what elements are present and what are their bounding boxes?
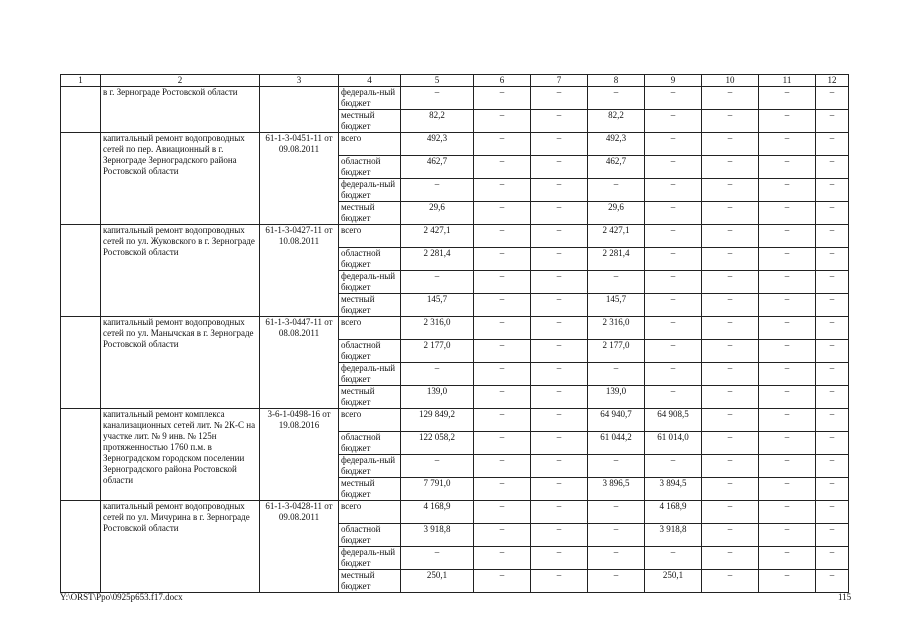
funding-source-cell: областной бюджет	[339, 340, 401, 363]
value-cell: 250,1	[401, 570, 474, 593]
value-cell: –	[816, 501, 849, 524]
value-cell: –	[474, 570, 531, 593]
value-cell: 2 281,4	[401, 248, 474, 271]
value-cell: –	[474, 524, 531, 547]
value-cell: –	[474, 547, 531, 570]
value-cell: –	[474, 87, 531, 110]
value-cell: –	[816, 248, 849, 271]
value-cell: –	[759, 409, 816, 432]
value-cell: 3 918,8	[401, 524, 474, 547]
value-cell: –	[702, 225, 759, 248]
value-cell: 3 918,8	[645, 524, 702, 547]
object-name-cell: в г. Зернограде Ростовской области	[101, 87, 260, 133]
value-cell: –	[401, 87, 474, 110]
value-cell: –	[474, 225, 531, 248]
value-cell: –	[474, 501, 531, 524]
value-cell: –	[531, 524, 588, 547]
value-cell: –	[531, 409, 588, 432]
value-cell: –	[588, 271, 645, 294]
col-header: 5	[401, 75, 474, 87]
funding-source-cell: федераль-ный бюджет	[339, 363, 401, 386]
value-cell: –	[588, 547, 645, 570]
footer-file-path: Y:\ORST\Ppo\0925p653.f17.docx	[60, 592, 183, 602]
col-header: 9	[645, 75, 702, 87]
value-cell: –	[531, 133, 588, 156]
value-cell: –	[816, 294, 849, 317]
value-cell: –	[474, 202, 531, 225]
value-cell: –	[759, 478, 816, 501]
funding-source-cell: всего	[339, 133, 401, 156]
funding-source-cell: местный бюджет	[339, 386, 401, 409]
value-cell: –	[531, 363, 588, 386]
value-cell: –	[816, 133, 849, 156]
value-cell: 7 791,0	[401, 478, 474, 501]
value-cell: –	[474, 156, 531, 179]
value-cell: –	[816, 87, 849, 110]
col-header: 4	[339, 75, 401, 87]
col-header: 3	[260, 75, 339, 87]
value-cell: –	[401, 455, 474, 478]
object-name-cell: капитальный ремонт комплекса канализационных сетей лит. № 2К-С на участке лит. № 9 инв. № 125н протяженностью 1760 п.м. в Зерноградском городском поселении Зерноградского района Ростовской области	[101, 409, 260, 501]
value-cell: –	[816, 570, 849, 593]
value-cell: 4 168,9	[645, 501, 702, 524]
value-cell: –	[759, 455, 816, 478]
funding-source-cell: федераль-ный бюджет	[339, 271, 401, 294]
value-cell: 3 896,5	[588, 478, 645, 501]
row-number-cell	[61, 501, 101, 593]
table-row	[61, 225, 849, 248]
col-header: 1	[61, 75, 101, 87]
value-cell: –	[759, 432, 816, 455]
funding-source-cell: областной бюджет	[339, 248, 401, 271]
value-cell: –	[759, 110, 816, 133]
col-header: 7	[531, 75, 588, 87]
funding-source-cell: федераль-ный бюджет	[339, 547, 401, 570]
value-cell: –	[816, 363, 849, 386]
value-cell: 2 177,0	[588, 340, 645, 363]
value-cell: –	[816, 432, 849, 455]
value-cell: –	[531, 248, 588, 271]
value-cell: –	[759, 340, 816, 363]
value-cell: –	[401, 363, 474, 386]
value-cell: 2 427,1	[401, 225, 474, 248]
value-cell: –	[588, 455, 645, 478]
value-cell: –	[474, 317, 531, 340]
document-code-cell: 61-1-3-0447-11 от 08.08.2011	[260, 317, 339, 409]
table-row	[61, 501, 849, 524]
value-cell: 122 058,2	[401, 432, 474, 455]
funding-source-cell: федераль-ный бюджет	[339, 455, 401, 478]
budget-table	[60, 74, 849, 593]
value-cell: –	[645, 225, 702, 248]
value-cell: 250,1	[645, 570, 702, 593]
value-cell: –	[702, 409, 759, 432]
value-cell: –	[759, 524, 816, 547]
document-code-cell	[260, 87, 339, 133]
value-cell: –	[645, 547, 702, 570]
value-cell: –	[531, 455, 588, 478]
value-cell: –	[588, 501, 645, 524]
value-cell: 2 281,4	[588, 248, 645, 271]
document-code-cell: 3-6-1-0498-16 от 19.08.2016	[260, 409, 339, 501]
funding-source-cell: областной бюджет	[339, 524, 401, 547]
col-header: 10	[702, 75, 759, 87]
value-cell: –	[702, 156, 759, 179]
value-cell: –	[645, 363, 702, 386]
value-cell: 145,7	[588, 294, 645, 317]
value-cell: –	[474, 110, 531, 133]
value-cell: –	[401, 547, 474, 570]
value-cell: 29,6	[588, 202, 645, 225]
funding-source-cell: федераль-ный бюджет	[339, 87, 401, 110]
value-cell: –	[645, 340, 702, 363]
value-cell: –	[531, 501, 588, 524]
value-cell: –	[816, 409, 849, 432]
value-cell: –	[531, 317, 588, 340]
value-cell: 129 849,2	[401, 409, 474, 432]
value-cell: 2 177,0	[401, 340, 474, 363]
col-header: 6	[474, 75, 531, 87]
value-cell: –	[474, 409, 531, 432]
value-cell: –	[588, 570, 645, 593]
value-cell: –	[474, 248, 531, 271]
value-cell: –	[474, 179, 531, 202]
value-cell: –	[702, 363, 759, 386]
value-cell: –	[816, 179, 849, 202]
value-cell: –	[702, 271, 759, 294]
document-code-cell: 61-1-3-0428-11 от 09.08.2011	[260, 501, 339, 593]
row-number-cell	[61, 87, 101, 133]
value-cell: –	[531, 547, 588, 570]
row-number-cell	[61, 317, 101, 409]
value-cell: –	[531, 110, 588, 133]
value-cell: –	[759, 179, 816, 202]
value-cell: –	[702, 386, 759, 409]
page-number: 115	[838, 592, 852, 602]
value-cell: –	[816, 524, 849, 547]
value-cell: –	[531, 478, 588, 501]
value-cell: –	[474, 478, 531, 501]
funding-source-cell: областной бюджет	[339, 156, 401, 179]
value-cell: –	[816, 202, 849, 225]
funding-source-cell: всего	[339, 225, 401, 248]
value-cell: 2 316,0	[588, 317, 645, 340]
value-cell: 61 044,2	[588, 432, 645, 455]
value-cell: –	[588, 524, 645, 547]
row-number-cell	[61, 225, 101, 317]
value-cell: –	[702, 248, 759, 271]
value-cell: –	[816, 110, 849, 133]
value-cell: –	[759, 317, 816, 340]
value-cell: –	[702, 340, 759, 363]
value-cell: –	[474, 271, 531, 294]
value-cell: –	[531, 294, 588, 317]
value-cell: –	[645, 87, 702, 110]
value-cell: –	[401, 179, 474, 202]
value-cell: –	[645, 248, 702, 271]
value-cell: –	[759, 248, 816, 271]
row-number-cell	[61, 409, 101, 501]
value-cell: –	[816, 225, 849, 248]
value-cell: –	[816, 478, 849, 501]
table-row	[61, 133, 849, 156]
value-cell: –	[702, 524, 759, 547]
value-cell: –	[702, 547, 759, 570]
funding-source-cell: всего	[339, 501, 401, 524]
value-cell: –	[759, 156, 816, 179]
value-cell: –	[531, 225, 588, 248]
value-cell: 139,0	[588, 386, 645, 409]
value-cell: –	[645, 156, 702, 179]
value-cell: –	[645, 294, 702, 317]
object-name-cell: капитальный ремонт водопроводных сетей по пер. Авиационный в г. Зернограде Зерноградского района Ростовской области	[101, 133, 260, 225]
row-number-cell	[61, 133, 101, 225]
value-cell: –	[474, 386, 531, 409]
value-cell: –	[531, 179, 588, 202]
value-cell: –	[588, 363, 645, 386]
value-cell: –	[645, 202, 702, 225]
value-cell: –	[702, 202, 759, 225]
funding-source-cell: всего	[339, 409, 401, 432]
table-row	[61, 317, 849, 340]
value-cell: –	[645, 317, 702, 340]
value-cell: –	[702, 317, 759, 340]
value-cell: –	[816, 156, 849, 179]
value-cell: 139,0	[401, 386, 474, 409]
value-cell: –	[759, 501, 816, 524]
value-cell: –	[474, 432, 531, 455]
value-cell: 145,7	[401, 294, 474, 317]
value-cell: 82,2	[588, 110, 645, 133]
value-cell: –	[645, 271, 702, 294]
funding-source-cell: местный бюджет	[339, 202, 401, 225]
funding-source-cell: федераль-ный бюджет	[339, 179, 401, 202]
value-cell: –	[531, 202, 588, 225]
value-cell: –	[474, 455, 531, 478]
value-cell: 64 940,7	[588, 409, 645, 432]
funding-source-cell: местный бюджет	[339, 478, 401, 501]
value-cell: –	[759, 363, 816, 386]
value-cell: –	[816, 340, 849, 363]
value-cell: –	[474, 363, 531, 386]
value-cell: –	[759, 386, 816, 409]
value-cell: –	[474, 133, 531, 156]
value-cell: –	[645, 455, 702, 478]
value-cell: –	[702, 87, 759, 110]
value-cell: –	[531, 271, 588, 294]
value-cell: –	[474, 294, 531, 317]
value-cell: –	[759, 225, 816, 248]
col-header: 8	[588, 75, 645, 87]
value-cell: –	[759, 547, 816, 570]
value-cell: 462,7	[401, 156, 474, 179]
value-cell: –	[816, 455, 849, 478]
object-name-cell: капитальный ремонт водопроводных сетей по ул. Жуковского в г. Зернограде Ростовской области	[101, 225, 260, 317]
value-cell: –	[816, 547, 849, 570]
value-cell: 2 316,0	[401, 317, 474, 340]
value-cell: 82,2	[401, 110, 474, 133]
value-cell: 462,7	[588, 156, 645, 179]
value-cell: –	[702, 179, 759, 202]
document-code-cell: 61-1-3-0451-11 от 09.08.2011	[260, 133, 339, 225]
value-cell: 3 894,5	[645, 478, 702, 501]
value-cell: –	[588, 179, 645, 202]
object-name-cell: капитальный ремонт водопроводных сетей по ул. Манычская в г. Зернограде Ростовской области	[101, 317, 260, 409]
funding-source-cell: всего	[339, 317, 401, 340]
funding-source-cell: местный бюджет	[339, 570, 401, 593]
table-body	[61, 75, 849, 593]
value-cell: 64 908,5	[645, 409, 702, 432]
value-cell: –	[588, 87, 645, 110]
value-cell: –	[759, 133, 816, 156]
value-cell: 4 168,9	[401, 501, 474, 524]
value-cell: –	[645, 386, 702, 409]
value-cell: –	[702, 294, 759, 317]
value-cell: –	[759, 271, 816, 294]
value-cell: –	[531, 156, 588, 179]
value-cell: –	[531, 386, 588, 409]
value-cell: 29,6	[401, 202, 474, 225]
value-cell: –	[645, 179, 702, 202]
value-cell: –	[401, 271, 474, 294]
value-cell: –	[759, 87, 816, 110]
column-number-row	[61, 75, 849, 87]
value-cell: –	[816, 271, 849, 294]
value-cell: –	[702, 455, 759, 478]
col-header: 2	[101, 75, 260, 87]
value-cell: –	[531, 87, 588, 110]
document-code-cell: 61-1-3-0427-11 от 10.08.2011	[260, 225, 339, 317]
value-cell: 492,3	[401, 133, 474, 156]
value-cell: –	[816, 386, 849, 409]
object-name-cell: капитальный ремонт водопроводных сетей по ул. Мичурина в г. Зернограде Ростовской области	[101, 501, 260, 593]
funding-source-cell: областной бюджет	[339, 432, 401, 455]
value-cell: –	[759, 294, 816, 317]
value-cell: 61 014,0	[645, 432, 702, 455]
value-cell: –	[702, 501, 759, 524]
value-cell: –	[702, 110, 759, 133]
value-cell: –	[645, 133, 702, 156]
funding-source-cell: местный бюджет	[339, 294, 401, 317]
value-cell: –	[702, 432, 759, 455]
value-cell: 2 427,1	[588, 225, 645, 248]
col-header: 12	[816, 75, 849, 87]
value-cell: –	[816, 317, 849, 340]
funding-source-cell: местный бюджет	[339, 110, 401, 133]
col-header: 11	[759, 75, 816, 87]
value-cell: –	[702, 133, 759, 156]
value-cell: 492,3	[588, 133, 645, 156]
value-cell: –	[531, 432, 588, 455]
value-cell: –	[531, 340, 588, 363]
table-row	[61, 87, 849, 110]
table-row	[61, 409, 849, 432]
value-cell: –	[702, 478, 759, 501]
value-cell: –	[474, 340, 531, 363]
value-cell: –	[531, 570, 588, 593]
value-cell: –	[759, 570, 816, 593]
value-cell: –	[759, 202, 816, 225]
value-cell: –	[702, 570, 759, 593]
value-cell: –	[645, 110, 702, 133]
